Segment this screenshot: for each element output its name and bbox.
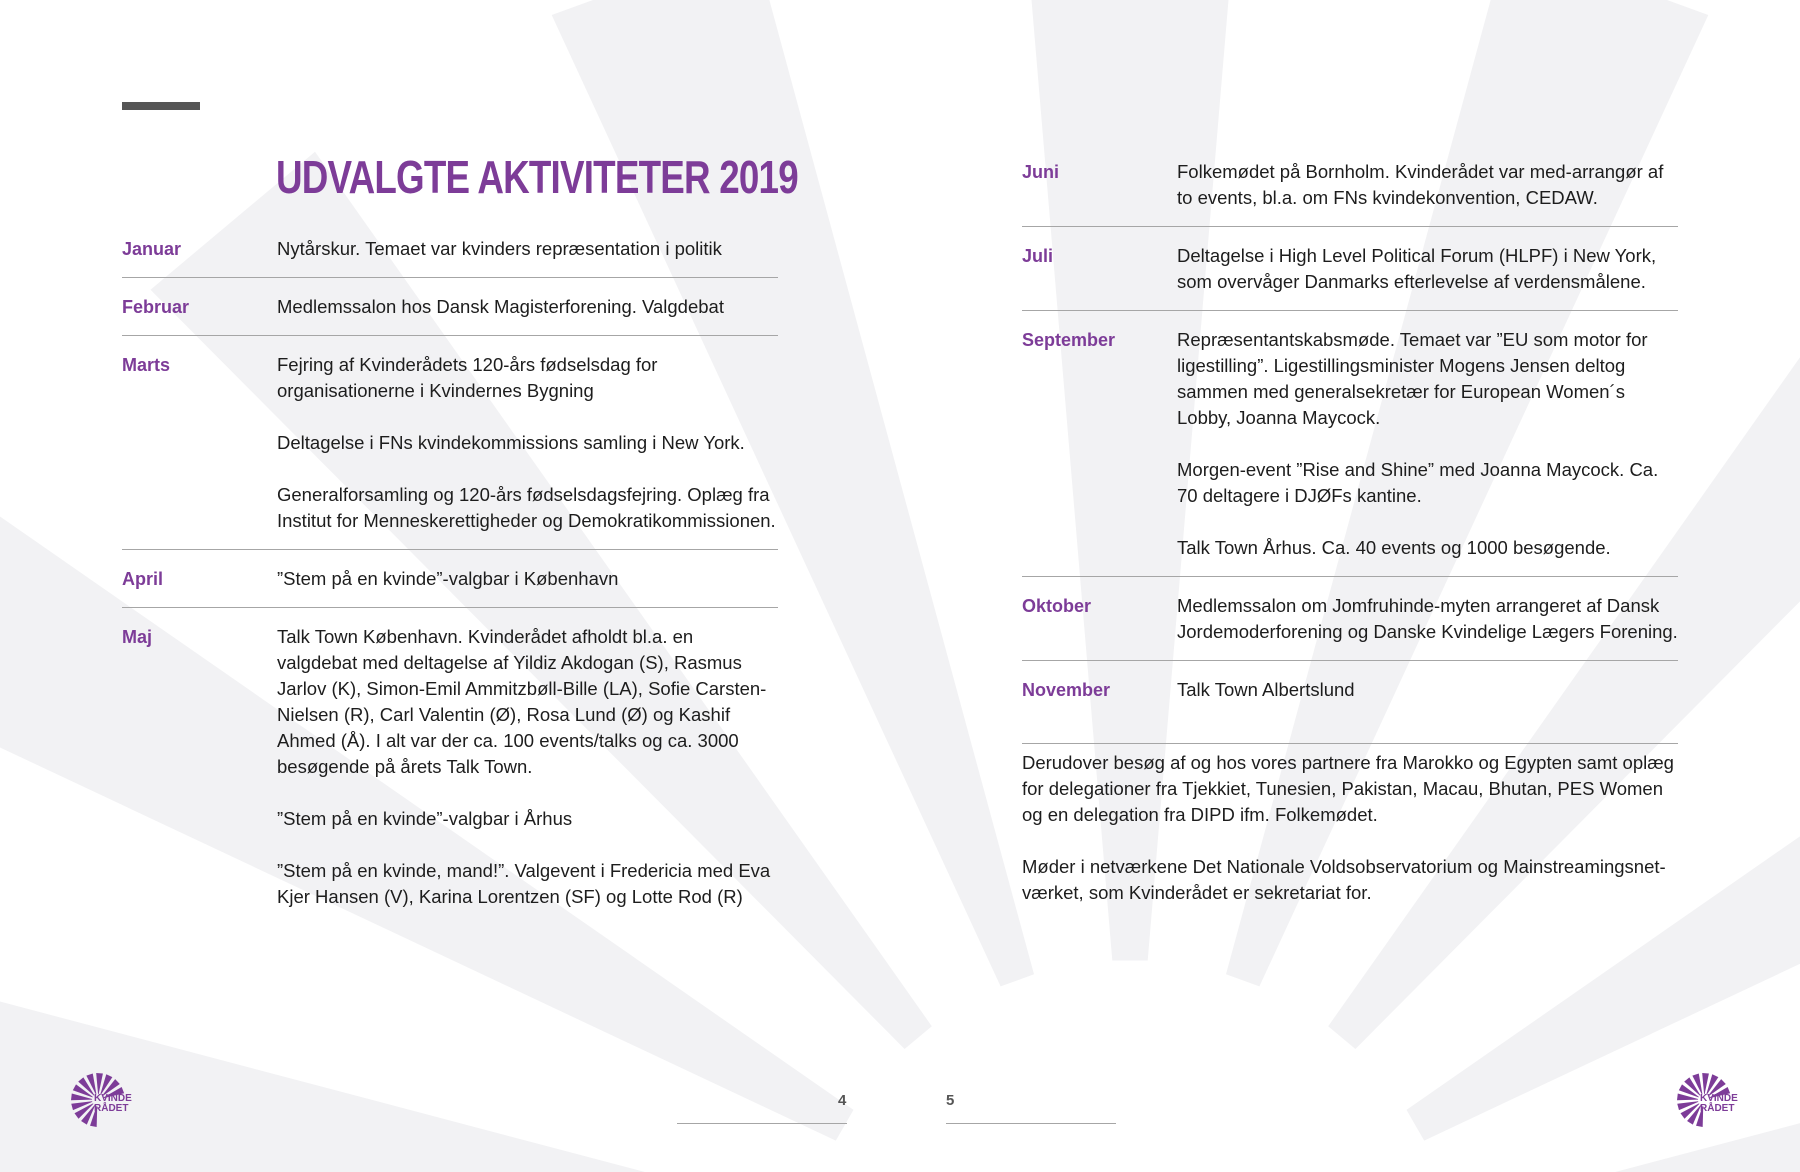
closing-paragraph: Derudover besøg af og hos vores partnere fra Marokko og Egypten samt oplæg for delegationer fra Tjekkiet, Tunesien, Pakistan, Macau, Bhutan, PES Women og en delegation fra DIPD ifm. Folkemødet. xyxy=(1022,752,1674,825)
timeline-row xyxy=(1022,243,1678,311)
activity-description xyxy=(1177,593,1678,645)
month-label: Juni xyxy=(1022,162,1060,182)
month-label: April xyxy=(122,569,164,589)
page-number-left: 4 xyxy=(838,1092,847,1109)
activity-description xyxy=(1177,243,1678,295)
month-label: September xyxy=(1022,330,1116,350)
activity-description xyxy=(1177,677,1678,703)
activity-paragraph: Talk Town Århus. Ca. 40 events og 1000 besøgende. xyxy=(1177,537,1611,558)
timeline-row xyxy=(1022,593,1678,661)
month-label: Februar xyxy=(122,297,190,317)
timeline-row xyxy=(122,566,778,608)
timeline-row xyxy=(122,294,778,336)
activity-paragraph: Morgen-event ”Rise and Shine” med Joanna Maycock. Ca. 70 deltagere i DJØFs kantine. xyxy=(1177,459,1659,506)
timeline-left xyxy=(122,236,778,925)
logo-text-line2: RÅDET xyxy=(94,1103,129,1114)
activity-description xyxy=(277,236,778,262)
activity-description xyxy=(277,624,778,910)
activity-description xyxy=(1177,327,1678,561)
timeline-row xyxy=(1022,677,1678,744)
footer-rule-right xyxy=(946,1123,1116,1124)
activity-paragraph: ”Stem på en kvinde, mand!”. Valgevent i Fredericia med Eva Kjer Hansen (V), Karina Lorentzen (SF) og Lotte Rod (R) xyxy=(277,860,771,907)
activity-paragraph: Medlemssalon om Jomfruhinde-myten arrangeret af Dansk Jordemoderforening og Danske Kvindelige Lægers Forening. xyxy=(1177,595,1678,642)
activity-paragraph: ”Stem på en kvinde”-valgbar i Århus xyxy=(277,808,573,829)
closing-notes xyxy=(1022,750,1682,906)
month-label: Oktober xyxy=(1022,596,1092,616)
activity-paragraph: Talk Town Albertslund xyxy=(1177,679,1355,700)
activity-paragraph: Nytårskur. Temaet var kvinders repræsentation i politik xyxy=(277,238,722,259)
activity-description xyxy=(1177,159,1678,211)
activity-paragraph: Generalforsamling og 120-års fødselsdagsfejring. Oplæg fra Institut for Menneskerettigheder og Demokratikommissionen. xyxy=(277,484,776,531)
activity-paragraph: Medlemssalon hos Dansk Magisterforening. Valgdebat xyxy=(277,296,724,317)
activity-paragraph: Deltagelse i FNs kvindekommissions samling i New York. xyxy=(277,432,745,453)
timeline-row xyxy=(1022,159,1678,227)
activity-paragraph: Folkemødet på Bornholm. Kvinderådet var med-arrangør af to events, bl.a. om FNs kvindekonvention, CEDAW. xyxy=(1177,161,1664,208)
timeline-row xyxy=(122,352,778,550)
kvinderaadet-logo xyxy=(68,1070,132,1126)
page-number-right: 5 xyxy=(946,1092,955,1109)
activity-paragraph: Talk Town København. Kvinderådet afholdt bl.a. en valgdebat med deltagelse af Yildiz Akdogan (S), Rasmus Jarlov (K), Simon-Emil Ammitzbøll-Bille (LA), Sofie Carsten-Nielsen (R), Carl Valentin (Ø), Rosa Lund (Ø) og Kashif Ahmed (Å). I alt var der ca. 100 events/talks og ca. 3000 besøgende på årets Talk Town. xyxy=(277,626,767,777)
month-label: November xyxy=(1022,680,1111,700)
footer-rule-left xyxy=(677,1123,847,1124)
month-label: Maj xyxy=(122,627,153,647)
logo-text-line1: KVINDE xyxy=(1700,1093,1738,1104)
activity-description xyxy=(277,294,778,320)
logo-text-line1: KVINDE xyxy=(94,1093,132,1104)
timeline-row xyxy=(122,624,778,925)
activity-paragraph: Deltagelse i High Level Political Forum (HLPF) i New York, som overvåger Danmarks efterlevelse af verdensmålene. xyxy=(1177,245,1657,292)
closing-paragraph: Møder i netværkene Det Nationale Voldsobservatorium og Mainstreamingsnet-værket, som Kvinderådet er sekretariat for. xyxy=(1022,856,1666,903)
month-label: Januar xyxy=(122,239,182,259)
activity-paragraph: ”Stem på en kvinde”-valgbar i København xyxy=(277,568,619,589)
kvinderaadet-logo xyxy=(1674,1070,1738,1126)
logo-text-line2: RÅDET xyxy=(1700,1103,1735,1114)
timeline-right xyxy=(1022,159,1678,744)
page-title: UDVALGTE AKTIVITETER 2019 xyxy=(276,151,798,203)
activity-paragraph: Repræsentantskabsmøde. Temaet var ”EU som motor for ligestilling”. Ligestillingsminister Mogens Jensen deltog sammen med generalsekretær for European Women´s Lobby, Joanna Maycock. xyxy=(1177,329,1648,428)
month-label: Marts xyxy=(122,355,171,375)
timeline-row xyxy=(122,236,778,278)
activity-paragraph: Fejring af Kvinderådets 120-års fødselsdag for organisationerne i Kvindernes Bygning xyxy=(277,354,658,401)
month-label: Juli xyxy=(1022,246,1054,266)
activity-description xyxy=(277,352,778,534)
top-accent-bar xyxy=(122,102,200,110)
activity-description xyxy=(277,566,778,592)
timeline-row xyxy=(1022,327,1678,577)
